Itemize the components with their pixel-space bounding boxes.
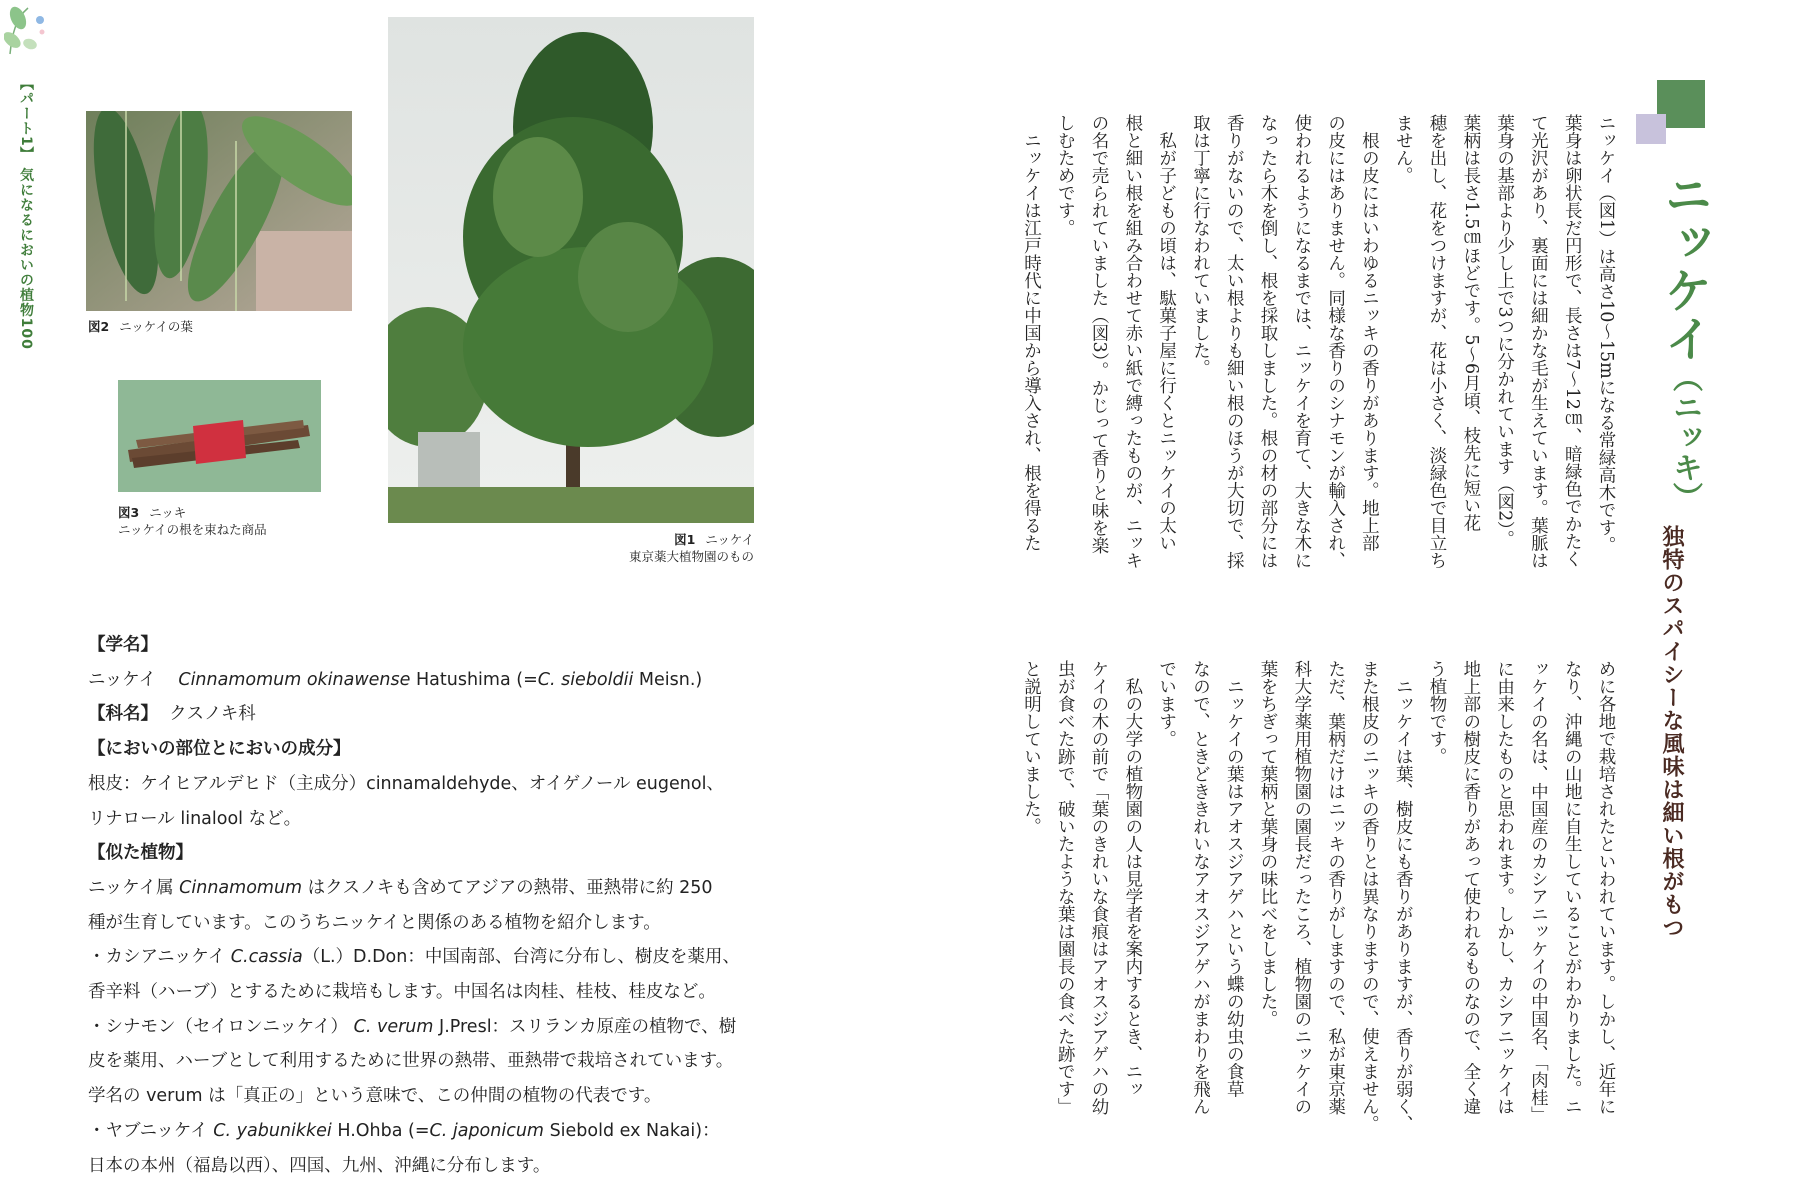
body-line: 根の皮にはいわゆるニッキの香りがあります。地上部 — [1359, 114, 1380, 552]
scientific-name-jp: ニッケイ — [88, 669, 157, 690]
figure-1-description: 東京薬大植物園のもの — [628, 549, 754, 564]
body-line: ニッケイ（図1）は高さ10〜15mになる常緑高木です。 — [1596, 114, 1616, 554]
body-line: 科大学薬用植物園の園長だったころ、植物園のニッケイの — [1291, 660, 1312, 1115]
body-line: 根と細い根を組み合わせて赤い紙で縛ったものが、ニッキ — [1122, 114, 1143, 569]
scientific-name-synonym-author: Meisn.) — [638, 669, 703, 690]
body-line: なったら木を倒し、根を採取しました。根の材の部分には — [1258, 114, 1279, 569]
similar-plants-heading: 【似た植物】 — [88, 843, 193, 864]
similar-line-4: 香辛料（ハーブ）とするために栽培もします。中国名は肉桂、桂枝、桂皮など。 — [88, 982, 716, 1003]
similar-line-3-c: （L.）D.Don：中国南部、台湾に分布し、樹皮を薬用、 — [302, 947, 740, 968]
body-text-lower — [1014, 660, 1622, 1190]
body-line: 地上部の樹皮に香りがあって使われるものなので、全く違 — [1460, 660, 1481, 1115]
scientific-name-latin: Cinnamomum okinawense — [178, 669, 411, 690]
figure-2-number: 図2 — [88, 319, 110, 334]
similar-line-5-c: J.Presl：スリランカ原産の植物で、樹 — [439, 1016, 737, 1037]
scent-parts-line-1: 根皮：ケイヒアルデヒド（主成分）cinnamaldehyde、オイゲノール eugenol、 — [88, 773, 724, 794]
scientific-name-heading: 【学名】 — [88, 635, 158, 655]
body-line: でいます。 — [1156, 660, 1177, 748]
plant-info-block — [88, 628, 798, 1183]
figure-2-caption — [88, 318, 193, 335]
family-value: クスノキ科 — [169, 704, 256, 725]
similar-line-3-a: ・カシアニッケイ — [88, 947, 226, 968]
similar-line-8-e: Siebold ex Nakai)： — [549, 1120, 720, 1141]
body-line: 香りがないので、太い根よりも細い根のほうが大切で、採 — [1224, 114, 1245, 569]
body-line: に由来したものと思われます。しかし、カシアニッケイは — [1494, 660, 1515, 1115]
body-line: 私が子どもの頃は、駄菓子屋に行くとニッケイの太い — [1156, 114, 1177, 552]
body-line: 穂を出し、花をつけますが、花は小さく、淡緑色で目立ち — [1427, 114, 1448, 569]
figure-1-number: 図1 — [674, 532, 696, 547]
body-line: 私の大学の植物園の人は見学者を案内するとき、ニッ — [1122, 660, 1143, 1098]
similar-line-6: 皮を薬用、ハーブとして利用するために世界の熱帯、亜熱帯で栽培されています。 — [88, 1051, 734, 1072]
body-line: ニッケイは葉、樹皮にも香りがありますが、香りが弱く、 — [1393, 660, 1414, 1133]
similar-line-7: 学名の verum は「真正の」という意味で、この仲間の植物の代表です。 — [88, 1086, 662, 1107]
chapter-side-tab: 【パート1】 気になるにおいの植物100 — [18, 76, 34, 350]
body-line: ません。 — [1393, 114, 1414, 184]
body-line: 取は丁寧に行なわれていました。 — [1190, 114, 1211, 377]
figure-3-caption — [118, 504, 267, 538]
figure-2-name: ニッケイの葉 — [119, 319, 193, 334]
body-line: 葉柄は長さ1.5㎝ほどです。5〜6月頃、枝先に短い花 — [1460, 114, 1481, 532]
body-line: ただ、葉柄だけはニッキの香りがしますので、私が東京薬 — [1325, 660, 1346, 1115]
similar-line-8-a: ・ヤブニッケイ — [88, 1120, 208, 1141]
similar-line-3-b: C.cassia — [230, 947, 303, 968]
body-line: ッケイの名は、中国産のカシアニッケイの中国名、「肉桂」 — [1528, 660, 1549, 1124]
title-deco-square-lavender — [1636, 114, 1666, 144]
figure-3-description: ニッケイの根を束ねた商品 — [118, 522, 267, 537]
body-line: て光沢があり、裏面には細かな毛が生えています。葉脈は — [1528, 114, 1549, 569]
similar-line-5-a: ・シナモン（セイロンニッケイ） — [88, 1016, 349, 1037]
family-line — [88, 697, 798, 732]
figure-2-photo — [86, 111, 352, 311]
similar-line-8-b: C. yabunikkei — [213, 1120, 332, 1141]
figure-1-photo — [388, 17, 754, 523]
body-line: 葉身の基部より少し上で3つに分かれています（図2）。 — [1494, 114, 1515, 548]
scientific-name-line — [88, 663, 798, 698]
body-line: と説明していました。 — [1021, 660, 1042, 835]
similar-line-8 — [88, 1114, 798, 1149]
body-line: ニッケイの葉はアオスジアゲハという蝶の幼虫の食草 — [1224, 660, 1245, 1098]
body-line: また根皮のニッキの香りとは異なりますので、使えません。 — [1359, 660, 1380, 1133]
similar-line-5-b: C. verum — [353, 1016, 434, 1037]
leaf-ornament-icon — [4, 4, 50, 62]
body-text-upper — [1014, 114, 1622, 634]
body-line: 虫が食べた跡で、破いたような葉は園長の食べた跡です」 — [1055, 660, 1076, 1115]
similar-line-5 — [88, 1010, 798, 1045]
figure-3-photo — [118, 380, 321, 492]
figure-3-number: 図3 — [118, 505, 140, 520]
similar-line-8-d: C. japonicum — [429, 1120, 544, 1141]
figure-1-caption — [560, 531, 754, 565]
similar-line-8-c: H.Ohba (= — [337, 1120, 430, 1141]
scent-parts-heading: 【においの部位とにおいの成分】 — [88, 739, 351, 760]
similar-line-9: 日本の本州（福島以西）、四国、九州、沖縄に分布します。 — [88, 1155, 551, 1176]
similar-line-1-c: はクスノキも含めてアジアの熱帯、亜熱帯に約 250 — [307, 877, 713, 898]
figure-3-name: ニッキ — [149, 505, 187, 520]
similar-line-1-a: ニッケイ属 — [88, 877, 174, 898]
body-line: の皮にはありません。同様な香りのシナモンが輸入され、 — [1325, 114, 1346, 569]
similar-line-3 — [88, 940, 798, 975]
figure-1-name: ニッケイ — [705, 532, 754, 547]
similar-line-1-b: Cinnamomum — [179, 877, 303, 898]
body-line: なり、沖縄の山地に自生していることがわかりました。ニ — [1562, 660, 1583, 1115]
title-alias: （ニッキ） — [1667, 362, 1702, 512]
article-title — [1654, 170, 1714, 512]
body-line: の名で売られていました（図3）。かじって香りと味を楽 — [1089, 114, 1110, 554]
body-line: ケイの木の前で「葉のきれいな食痕はアオスジアゲハの幼 — [1089, 660, 1110, 1115]
body-line: 葉をちぎって葉柄と葉身の味比べをしました。 — [1258, 660, 1279, 1028]
scent-parts-line-2: リナロール linalool など。 — [88, 808, 302, 829]
body-line: 葉身は卵状長だ円形で、長さは7〜12㎝、暗緑色でかたく — [1562, 114, 1583, 568]
family-heading: 【科名】 — [88, 704, 158, 725]
body-line: 使われるようになるまでは、ニッケイを育て、大きな木に — [1291, 114, 1312, 569]
title-main: ニッケイ — [1656, 170, 1712, 362]
body-line: ニッケイは江戸時代に中国から導入され、根を得るた — [1021, 114, 1042, 552]
body-line: なので、ときどききれいなアオスジアゲハがまわりを飛ん — [1190, 660, 1211, 1115]
scientific-name-author: Hatushima (= — [416, 669, 538, 690]
similar-line-1 — [88, 871, 798, 906]
body-line: しむためです。 — [1055, 114, 1076, 237]
body-line: めに各地で栽培されたといわれています。しかし、近年に — [1596, 660, 1616, 1115]
similar-line-2: 種が生育しています。このうちニッケイと関係のある植物を紹介します。 — [88, 912, 661, 933]
scientific-name-synonym: C. sieboldii — [537, 669, 634, 690]
article-subtitle: 独特のスパイシーな風味は細い根がもつ — [1659, 525, 1684, 939]
body-line: う植物です。 — [1427, 660, 1448, 765]
